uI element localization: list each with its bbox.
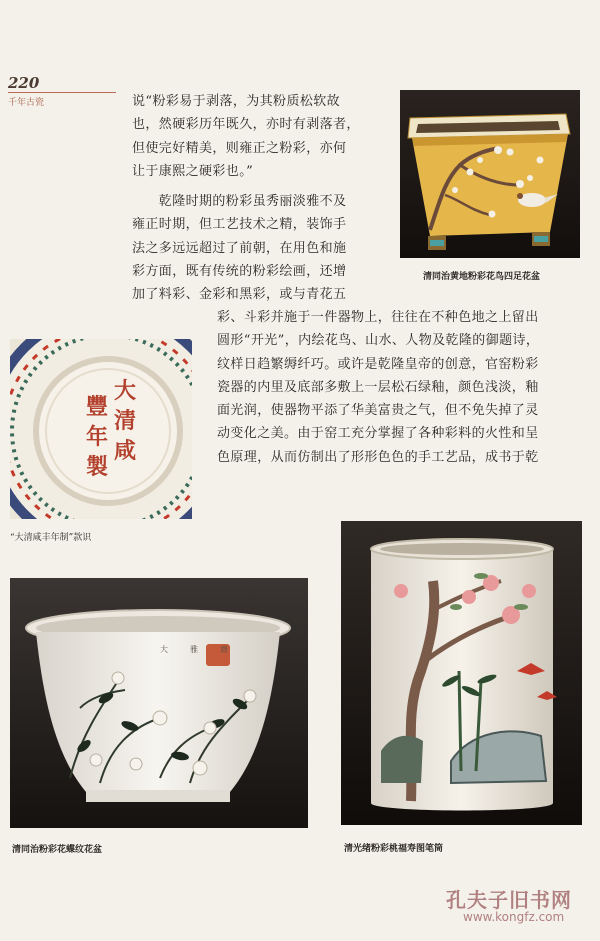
series-title: 千年古瓷 xyxy=(8,98,45,108)
watermark-url[interactable]: www.kongfz.com xyxy=(463,910,565,924)
paragraph-quote xyxy=(132,90,398,183)
text-line: 纹样日趋繁缛纤巧。或许是乾隆皇帝的创意，官窑粉彩 xyxy=(217,356,539,372)
paragraph-qianlong-intro xyxy=(132,190,398,306)
yellow-planter-photo xyxy=(400,90,580,258)
text-line: 让于康熙之硬彩也。” xyxy=(132,163,254,179)
bowl-mark-caption: “大清咸丰年制”款识 xyxy=(10,533,92,543)
mark-char: 年 xyxy=(86,424,109,450)
text-line: 色原理，从而仿制出了形形色色的手工艺品，成书于乾 xyxy=(217,449,539,465)
text-line: 圆形“开光”，内绘花鸟、山水、人物及乾隆的御题诗， xyxy=(217,333,540,349)
text-line: 也，然硬彩历年既久，亦时有剥落者， xyxy=(132,117,360,133)
text-line: 雍正时期，但工艺技术之精，装饰手 xyxy=(132,217,347,233)
text-line: 说“粉彩易于剥落，为其粉质松软故 xyxy=(132,94,341,109)
page-number: 220 xyxy=(8,74,40,92)
text-line: 动变化之美。由于窑工充分掌握了各种彩料的火性和呈 xyxy=(217,426,539,442)
mark-char: 豐 xyxy=(86,394,109,420)
brush-pot-caption: 清光绪粉彩桃福寿图笔筒 xyxy=(344,844,444,854)
yellow-planter-caption: 清同治黄地粉彩花鸟四足花盆 xyxy=(423,272,541,282)
brush-pot-photo xyxy=(341,521,582,825)
text-line: 乾隆时期的粉彩虽秀丽淡雅不及 xyxy=(132,194,347,209)
mark-char: 咸 xyxy=(114,438,137,464)
text-line: 彩、斗彩并施于一件器物上，往往在不种色地之上留出 xyxy=(217,310,539,325)
text-line: 彩方面，既有传统的粉彩绘画，还增 xyxy=(132,263,347,279)
flower-pot-caption: 清同治粉彩花蝶纹花盆 xyxy=(12,845,103,855)
bowl-mark-photo xyxy=(10,339,192,519)
mark-char: 製 xyxy=(86,454,109,480)
text-line: 法之多远远超过了前朝，在用色和施 xyxy=(132,240,347,256)
mark-char: 清 xyxy=(114,408,137,434)
rim-inscription: 大雅齋 xyxy=(160,645,250,654)
watermark-logo: 孔夫子旧书网 xyxy=(446,888,572,912)
text-line: 加了料彩、金彩和黑彩，或与青花五 xyxy=(132,287,347,303)
yellow-planter-image xyxy=(400,90,580,258)
paragraph-qianlong-body xyxy=(217,306,589,469)
brush-pot-image xyxy=(341,521,582,825)
text-line: 面光润，使器物平添了华美富贵之气，但不免失掉了灵 xyxy=(217,403,539,419)
mark-char: 大 xyxy=(114,378,137,404)
flower-pot-image xyxy=(10,578,308,828)
text-line: 瓷器的内里及底部多敷上一层松石绿釉，颜色浅淡，釉 xyxy=(217,379,539,395)
header-rule xyxy=(8,92,116,93)
text-line: 但使完好精美，则雍正之粉彩，亦何 xyxy=(132,140,347,156)
flower-pot-photo xyxy=(10,578,308,828)
